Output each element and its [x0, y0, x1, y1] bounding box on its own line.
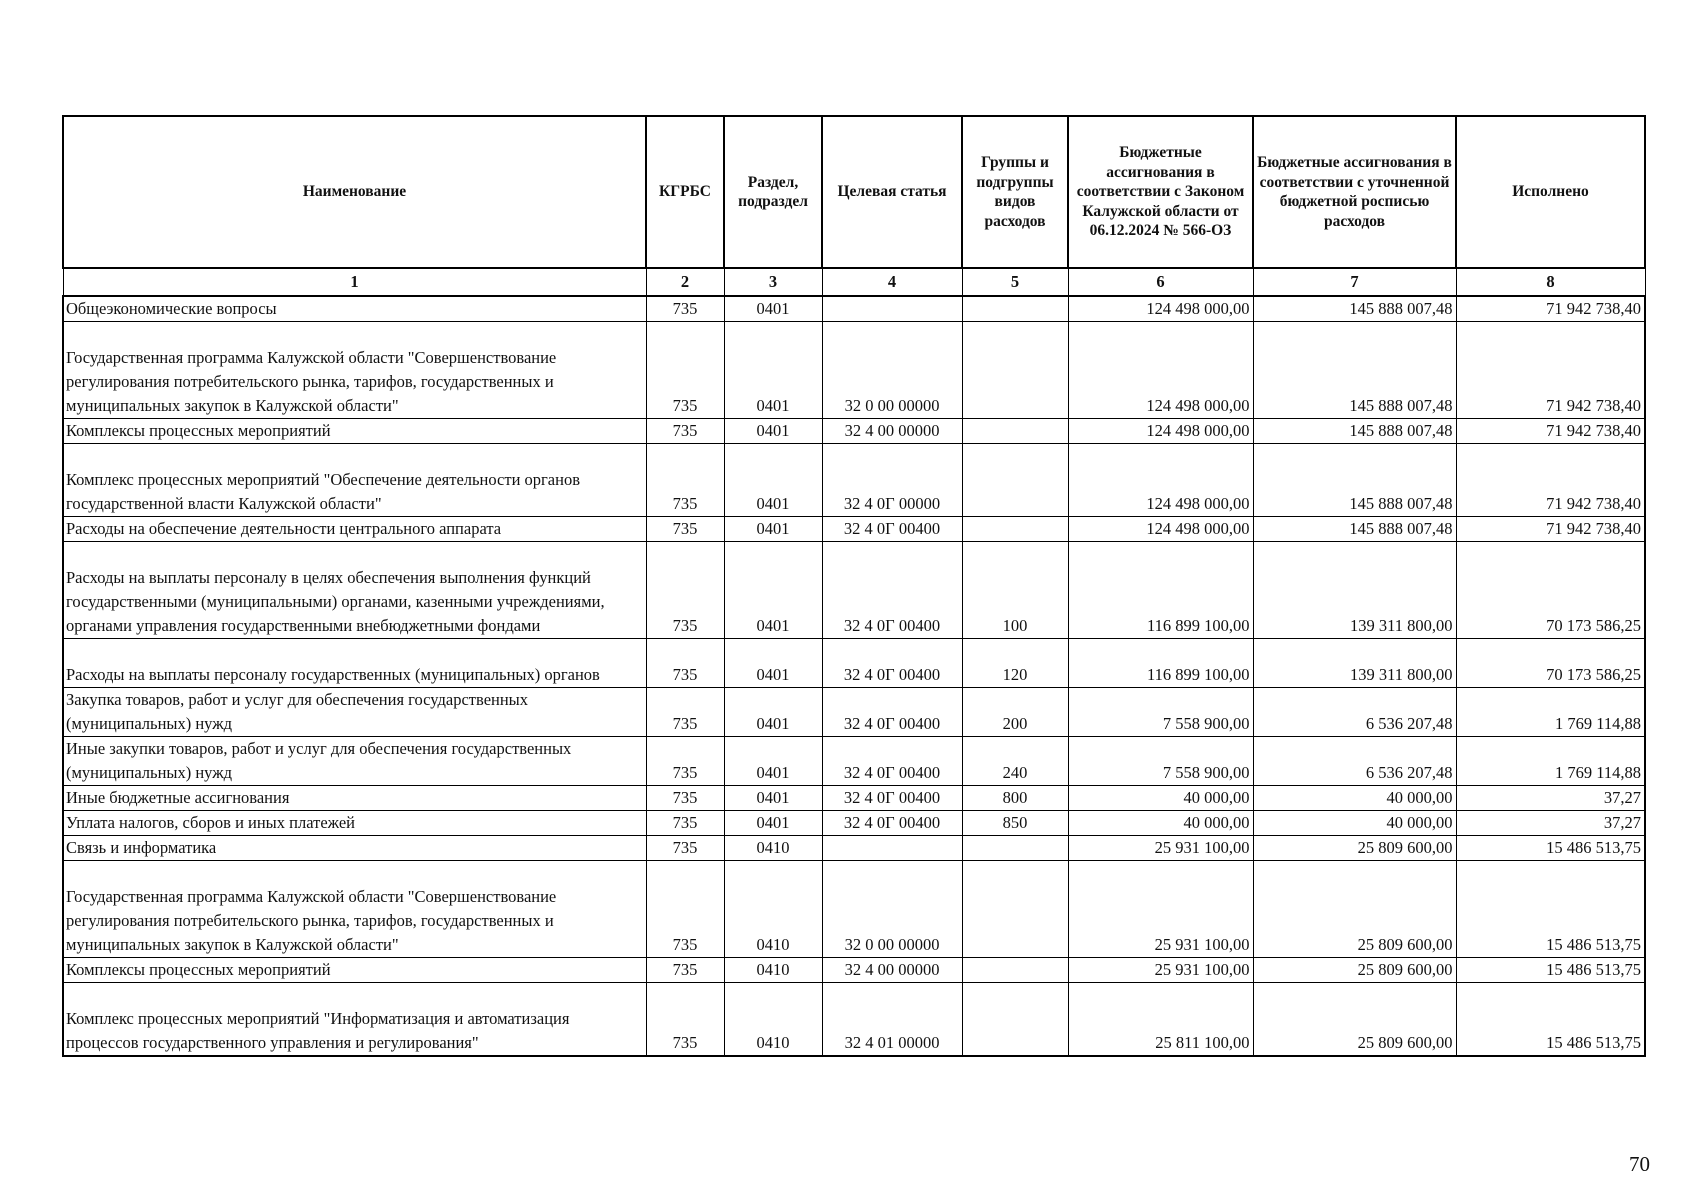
row-executed-cell: 15 486 513,75 [1456, 958, 1645, 983]
row-updated-allocation-cell: 25 809 600,00 [1253, 836, 1456, 861]
table-header-row [63, 116, 1645, 268]
row-expense-type-cell [962, 861, 1068, 958]
row-target-item-cell [822, 296, 962, 322]
row-target-item-cell: 32 4 0Г 00400 [822, 542, 962, 639]
row-section-cell: 0410 [724, 958, 822, 983]
table-row [63, 861, 1645, 958]
header-section: Раздел, подраздел [724, 116, 822, 268]
row-section-cell: 0410 [724, 861, 822, 958]
row-kgrbs-cell: 735 [646, 444, 724, 517]
row-expense-type-cell [962, 983, 1068, 1057]
row-executed-cell: 15 486 513,75 [1456, 983, 1645, 1057]
row-expense-type-cell: 200 [962, 688, 1068, 737]
row-target-item-cell: 32 4 0Г 00400 [822, 737, 962, 786]
row-target-item-cell: 32 4 0Г 00400 [822, 688, 962, 737]
row-law-allocation-cell: 25 931 100,00 [1068, 836, 1253, 861]
row-law-allocation-cell: 7 558 900,00 [1068, 737, 1253, 786]
header-target-item: Целевая статья [822, 116, 962, 268]
row-kgrbs-cell: 735 [646, 639, 724, 688]
table-row [63, 639, 1645, 688]
row-law-allocation-cell: 116 899 100,00 [1068, 542, 1253, 639]
row-executed-cell: 71 942 738,40 [1456, 517, 1645, 542]
row-name-cell: Государственная программа Калужской области "Совершенствование регулирования потребительского рынка, тарифов, государственных и муниципальных закупок в Калужской области" [63, 861, 646, 958]
row-kgrbs-cell: 735 [646, 517, 724, 542]
row-name-cell: Иные закупки товаров, работ и услуг для обеспечения государственных (муниципальных) нужд [63, 737, 646, 786]
table-row [63, 737, 1645, 786]
row-section-cell: 0401 [724, 542, 822, 639]
row-name-cell: Комплексы процессных мероприятий [63, 419, 646, 444]
row-name-cell: Комплексы процессных мероприятий [63, 958, 646, 983]
row-updated-allocation-cell: 139 311 800,00 [1253, 639, 1456, 688]
row-law-allocation-cell: 25 931 100,00 [1068, 861, 1253, 958]
column-number: 6 [1068, 268, 1253, 296]
budget-execution-table [62, 115, 1646, 1057]
row-section-cell: 0401 [724, 786, 822, 811]
row-expense-type-cell: 800 [962, 786, 1068, 811]
row-kgrbs-cell: 735 [646, 811, 724, 836]
row-updated-allocation-cell: 40 000,00 [1253, 811, 1456, 836]
row-target-item-cell: 32 4 0Г 00400 [822, 811, 962, 836]
table-row [63, 811, 1645, 836]
row-updated-allocation-cell: 145 888 007,48 [1253, 322, 1456, 419]
row-executed-cell: 70 173 586,25 [1456, 639, 1645, 688]
row-target-item-cell: 32 0 00 00000 [822, 861, 962, 958]
row-law-allocation-cell: 124 498 000,00 [1068, 322, 1253, 419]
row-expense-type-cell [962, 419, 1068, 444]
column-number-row [63, 268, 1645, 296]
row-target-item-cell: 32 4 0Г 00400 [822, 786, 962, 811]
table-row [63, 419, 1645, 444]
row-law-allocation-cell: 25 931 100,00 [1068, 958, 1253, 983]
column-number: 7 [1253, 268, 1456, 296]
row-kgrbs-cell: 735 [646, 688, 724, 737]
row-name-cell: Комплекс процессных мероприятий "Информатизация и автоматизация процессов государственного управления и регулирования" [63, 983, 646, 1057]
row-target-item-cell: 32 0 00 00000 [822, 322, 962, 419]
row-section-cell: 0401 [724, 688, 822, 737]
column-number: 4 [822, 268, 962, 296]
row-section-cell: 0401 [724, 517, 822, 542]
row-kgrbs-cell: 735 [646, 958, 724, 983]
row-updated-allocation-cell: 145 888 007,48 [1253, 419, 1456, 444]
row-expense-type-cell [962, 444, 1068, 517]
table-row [63, 322, 1645, 419]
row-section-cell: 0401 [724, 639, 822, 688]
row-updated-allocation-cell: 25 809 600,00 [1253, 983, 1456, 1057]
row-law-allocation-cell: 25 811 100,00 [1068, 983, 1253, 1057]
row-executed-cell: 37,27 [1456, 786, 1645, 811]
row-target-item-cell: 32 4 01 00000 [822, 983, 962, 1057]
column-number: 5 [962, 268, 1068, 296]
row-law-allocation-cell: 124 498 000,00 [1068, 419, 1253, 444]
column-number: 8 [1456, 268, 1645, 296]
row-law-allocation-cell: 40 000,00 [1068, 786, 1253, 811]
row-expense-type-cell [962, 958, 1068, 983]
table-row [63, 542, 1645, 639]
row-name-cell: Уплата налогов, сборов и иных платежей [63, 811, 646, 836]
row-executed-cell: 70 173 586,25 [1456, 542, 1645, 639]
row-law-allocation-cell: 116 899 100,00 [1068, 639, 1253, 688]
row-name-cell: Расходы на выплаты персоналу государственных (муниципальных) органов [63, 639, 646, 688]
row-kgrbs-cell: 735 [646, 786, 724, 811]
row-kgrbs-cell: 735 [646, 542, 724, 639]
row-executed-cell: 71 942 738,40 [1456, 444, 1645, 517]
row-section-cell: 0410 [724, 836, 822, 861]
row-updated-allocation-cell: 40 000,00 [1253, 786, 1456, 811]
row-target-item-cell: 32 4 00 00000 [822, 958, 962, 983]
row-name-cell: Расходы на выплаты персоналу в целях обеспечения выполнения функций государственными (муниципальными) органами, казенными учреждениями, органами управления государственными внебюджетными фондами [63, 542, 646, 639]
header-executed: Исполнено [1456, 116, 1645, 268]
row-law-allocation-cell: 7 558 900,00 [1068, 688, 1253, 737]
row-updated-allocation-cell: 145 888 007,48 [1253, 296, 1456, 322]
row-expense-type-cell [962, 517, 1068, 542]
row-executed-cell: 15 486 513,75 [1456, 836, 1645, 861]
header-law-allocations: Бюджетные ассигнования в соответствии с Законом Калужской области от 06.12.2024 № 566-ОЗ [1068, 116, 1253, 268]
row-name-cell: Закупка товаров, работ и услуг для обеспечения государственных (муниципальных) нужд [63, 688, 646, 737]
row-updated-allocation-cell: 6 536 207,48 [1253, 737, 1456, 786]
row-section-cell: 0401 [724, 419, 822, 444]
row-kgrbs-cell: 735 [646, 296, 724, 322]
row-name-cell: Иные бюджетные ассигнования [63, 786, 646, 811]
table-body [63, 296, 1645, 1056]
row-section-cell: 0401 [724, 444, 822, 517]
table-row [63, 444, 1645, 517]
row-section-cell: 0401 [724, 737, 822, 786]
row-kgrbs-cell: 735 [646, 861, 724, 958]
row-name-cell: Расходы на обеспечение деятельности центрального аппарата [63, 517, 646, 542]
table-row [63, 958, 1645, 983]
row-updated-allocation-cell: 139 311 800,00 [1253, 542, 1456, 639]
row-updated-allocation-cell: 145 888 007,48 [1253, 517, 1456, 542]
table-row [63, 688, 1645, 737]
row-target-item-cell: 32 4 0Г 00000 [822, 444, 962, 517]
row-kgrbs-cell: 735 [646, 983, 724, 1057]
row-law-allocation-cell: 40 000,00 [1068, 811, 1253, 836]
column-number: 3 [724, 268, 822, 296]
row-kgrbs-cell: 735 [646, 419, 724, 444]
row-executed-cell: 71 942 738,40 [1456, 322, 1645, 419]
header-updated-allocations: Бюджетные ассигнования в соответствии с уточненной бюджетной росписью расходов [1253, 116, 1456, 268]
row-executed-cell: 1 769 114,88 [1456, 688, 1645, 737]
row-executed-cell: 37,27 [1456, 811, 1645, 836]
row-law-allocation-cell: 124 498 000,00 [1068, 444, 1253, 517]
table-row [63, 296, 1645, 322]
header-kgrbs: КГРБС [646, 116, 724, 268]
row-expense-type-cell: 850 [962, 811, 1068, 836]
row-name-cell: Государственная программа Калужской области "Совершенствование регулирования потребительского рынка, тарифов, государственных и муниципальных закупок в Калужской области" [63, 322, 646, 419]
row-expense-type-cell [962, 836, 1068, 861]
row-law-allocation-cell: 124 498 000,00 [1068, 296, 1253, 322]
page-number: 70 [1629, 1152, 1650, 1176]
column-number: 1 [63, 268, 646, 296]
header-expense-type: Группы и подгруппы видов расходов [962, 116, 1068, 268]
row-law-allocation-cell: 124 498 000,00 [1068, 517, 1253, 542]
row-updated-allocation-cell: 145 888 007,48 [1253, 444, 1456, 517]
header-name: Наименование [63, 116, 646, 268]
row-expense-type-cell: 240 [962, 737, 1068, 786]
row-name-cell: Связь и информатика [63, 836, 646, 861]
row-name-cell: Комплекс процессных мероприятий "Обеспечение деятельности органов государственной власти Калужской области" [63, 444, 646, 517]
row-kgrbs-cell: 735 [646, 322, 724, 419]
row-section-cell: 0410 [724, 983, 822, 1057]
row-target-item-cell: 32 4 0Г 00400 [822, 517, 962, 542]
row-name-cell: Общеэкономические вопросы [63, 296, 646, 322]
row-expense-type-cell [962, 296, 1068, 322]
row-expense-type-cell: 100 [962, 542, 1068, 639]
row-kgrbs-cell: 735 [646, 836, 724, 861]
row-executed-cell: 1 769 114,88 [1456, 737, 1645, 786]
column-number: 2 [646, 268, 724, 296]
row-expense-type-cell: 120 [962, 639, 1068, 688]
table-row [63, 517, 1645, 542]
row-section-cell: 0401 [724, 322, 822, 419]
table-row [63, 786, 1645, 811]
row-executed-cell: 71 942 738,40 [1456, 419, 1645, 444]
row-kgrbs-cell: 735 [646, 737, 724, 786]
row-section-cell: 0401 [724, 296, 822, 322]
row-updated-allocation-cell: 25 809 600,00 [1253, 861, 1456, 958]
row-executed-cell: 71 942 738,40 [1456, 296, 1645, 322]
row-section-cell: 0401 [724, 811, 822, 836]
row-updated-allocation-cell: 25 809 600,00 [1253, 958, 1456, 983]
table-row [63, 836, 1645, 861]
row-target-item-cell: 32 4 0Г 00400 [822, 639, 962, 688]
table-row [63, 983, 1645, 1057]
row-expense-type-cell [962, 322, 1068, 419]
row-target-item-cell [822, 836, 962, 861]
row-executed-cell: 15 486 513,75 [1456, 861, 1645, 958]
row-updated-allocation-cell: 6 536 207,48 [1253, 688, 1456, 737]
row-target-item-cell: 32 4 00 00000 [822, 419, 962, 444]
